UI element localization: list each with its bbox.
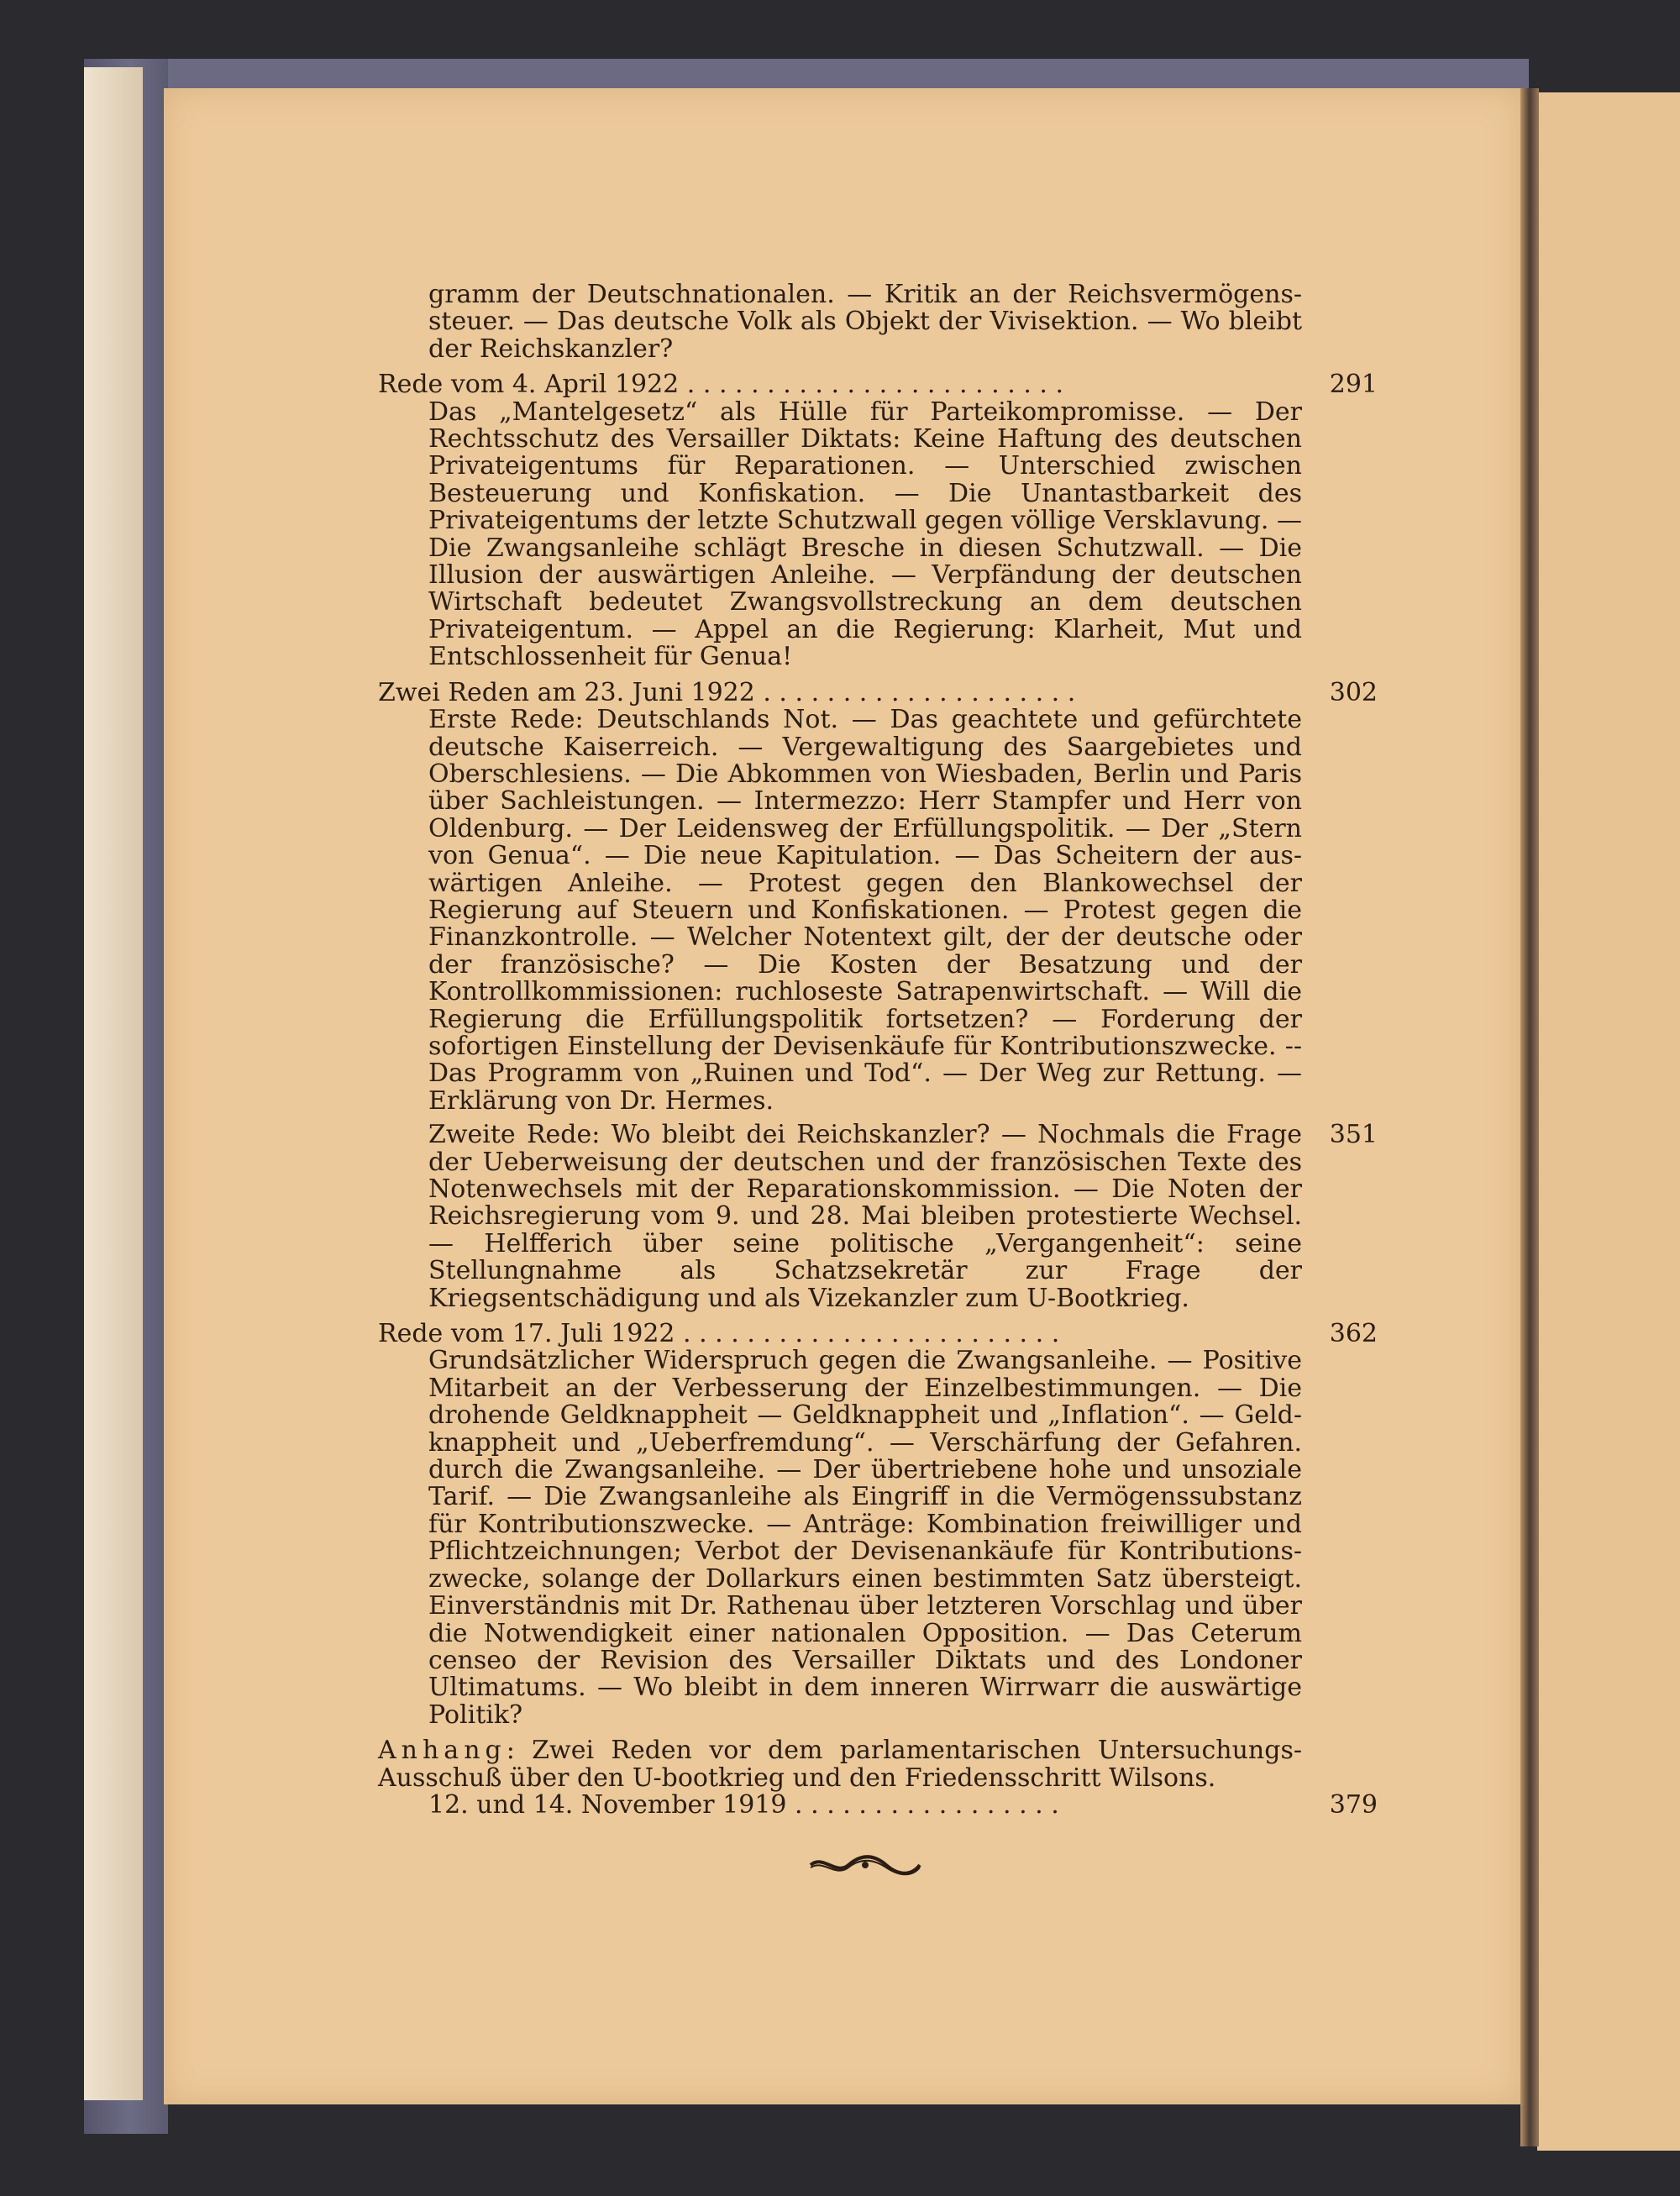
appendix-dates [378,1789,1302,1820]
page-gutter [1520,88,1539,2146]
entry-page-number: 362 [1329,1319,1378,1349]
appendix-dates-text: 12. und 14. November 1919 . . . . . . . . . . . . . . . . . [428,1789,1059,1820]
book-spine-edge [84,67,143,2100]
table-of-contents [378,281,1378,1819]
entry-page-number: 291 [1329,370,1378,400]
appendix-label: Anhang [378,1736,507,1766]
entry-title: Rede vom 4. April 1922 . . . . . . . . . . . . . . . . . . . . . . . . [378,370,1064,400]
appendix-page-number: 379 [1329,1789,1378,1820]
entry-summary: Erste Rede: Deutschlands Not. — Das geachtete und gefürchtete deutsche Kaiserreich. — Vergewaltigung des Saargebietes und Oberschlesiens. — Die Abkommen von Wiesbaden, Berlin und Paris über Sachleistungen. — Intermezzo: Herr Stampfer und Herr von Oldenburg. — Der Leidensweg der Erfüllungspolitik. — Der „Stern von Genua“. — Die neue Kapitulation. — Das Scheitern der auswärtigen Anleihe. — Protest gegen den Blankowechsel der Regierung auf Steuern und Konfiskationen. — Protest gegen die Finanzkontrolle. — Welcher Notentext gilt, der der deutsche oder der französische? — Die Kosten der Besatzung und der Kontrollkommissionen: ruchloseste Satrapenwirtschaft. — Will die Regierung die Erfüllungspolitik fortsetzen? — Forderung der sofortigen Einstellung der Devisenkäufe für Kontributionszwecke. -- Das Programm von „Ruinen und Tod“. — Der Weg zur Rettung. — Erklärung von Dr. Hermes. [428,705,1302,1116]
subentry-summary: Zweite Rede: Wo bleibt dei Reichskanzler? — Nochmals die Frage der Ueberweisung der deutschen und der französischen Texte des Notenwechsels mit der Reparationskommission. — Die Noten der Reichsregierung vom 9. und 28. Mai bleiben protestierte Wechsel. — Helfferich über seine politische „Vergangenheit“: seine Stellungnahme als Schatzsekretär zur Frage der Kriegsentschädigung und als Vizekanzler zum U-Bootkrieg. [428,1120,1302,1313]
toc-entry-appendix [378,1737,1378,1819]
entry-summary: Grundsätzlicher Widerspruch gegen die Zwangsanleihe. — Positive Mitarbeit an der Verbesserung der Einzelbestimmungen. — Die drohende Geldknappheit — Geldknappheit und „Inflation“. — Geldknappheit und „Ueberfremdung“. — Verschärfung der Gefahren. durch die Zwangsanleihe. — Der übertriebene hohe und unsoziale Tarif. — Die Zwangsanleihe als Eingriff in die Vermögenssubstanz für Kontributionszwecke. — Anträge: Kombination freiwilliger und Pflichtzeichnungen; Verbot der Devisenankäufe für Kontributionszwecke, solange der Dollarkurs einen bestimmten Satz übersteigt. Einverständnis mit Dr. Rathenau über letzteren Vorschlag und über die Notwendigkeit einer nationalen Opposition. — Das Ceterum censeo der Revision des Versailler Diktats und des Londoner Ultimatums. — Wo bleibt in dem inneren Wirrwarr die auswärtige Politik? [428,1346,1302,1730]
toc-entry-july [378,1321,1378,1729]
entry-title: Zwei Reden am 23. Juni 1922 . . . . . . . . . . . . . . . . . . . . [378,677,1076,707]
appendix-description: : Zwei Reden vor dem parlamentarischen UntersuchungsAusschuß über den U-bootkrieg und den Friedensschritt Wilsons. [378,1736,1302,1793]
entry-title: Rede vom 17. Juli 1922 . . . . . . . . . . . . . . . . . . . . . . . . [378,1319,1060,1349]
appendix-text [378,1737,1302,1792]
entry-page-number: 302 [1329,677,1378,707]
facing-page [1537,92,1680,2151]
entry-summary: Das „Mantelgesetz“ als Hülle für Parteikompromisse. — Der Rechtsschutz des Versailler Diktats: Keine Haftung des deutschen Privateigentums für Reparationen. — Unterschied zwischen Besteuerung und Konfiskation. — Die Unantastbarkeit des Privateigentums der letzte Schutzwall gegen völlige Versklavung. — Die Zwangsanleihe schlägt Bresche in diesen Schutzwall. — Die Illusion der auswärtigen Anleihe. — Verpfändung der deutschen Wirtschaft bedeutet Zwangsvollstreckung an dem deutschen Privateigentum. — Appel an die Regierung: Klarheit, Mut und Entschlossenheit für Genua! [428,397,1302,672]
toc-entry-april [378,371,1378,670]
toc-entry-june [378,677,1378,1313]
intro-continuation: gramm der Deutschnationalen. — Kritik an der Reichsvermögenssteuer. — Das deutsche Volk als Objekt der Vivisektion. — Wo bleibt der Reichskanzler? [428,280,1302,364]
ornament-icon [806,1852,924,1878]
subentry-page-number: 351 [1329,1120,1378,1150]
book-cover-top [84,59,1529,92]
toc-subentry-second-speech [378,1120,1378,1313]
